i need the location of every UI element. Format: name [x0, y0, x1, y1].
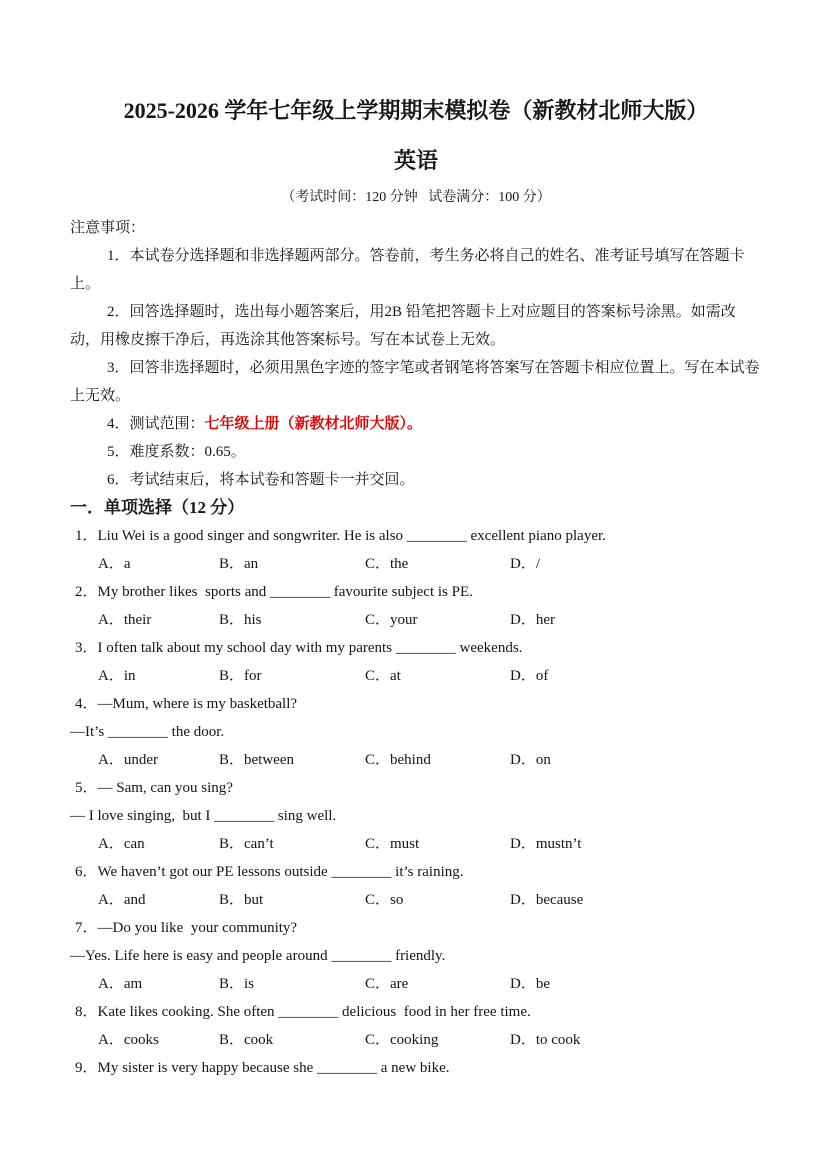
- question-4-options: [70, 746, 762, 774]
- note-item-5: 5．难度系数：0.65。: [107, 444, 246, 460]
- question-3: [70, 634, 762, 690]
- option-a: A．cooks: [98, 1032, 159, 1048]
- note-item-3: 3．回答非选择题时，必须用黑色字迹的签字笔或者钢笔将答案写在答题卡相应位置上。写在本试卷上无效。: [70, 360, 760, 404]
- question-7-stem: 7．—Do you like your community?: [75, 920, 298, 936]
- question-1: [70, 522, 762, 578]
- section-1-heading: 一．单项选择（12 分）: [70, 498, 245, 517]
- question-list: [70, 522, 762, 1082]
- option-a: A．can: [98, 836, 145, 852]
- question-9: [70, 1054, 762, 1082]
- question-2: [70, 578, 762, 634]
- question-7-stem-reply: —Yes. Life here is easy and people around ________ friendly.: [70, 948, 446, 964]
- question-8-options: [70, 1026, 762, 1054]
- question-4-stem: 4．—Mum, where is my basketball?: [75, 696, 298, 712]
- option-b: B．can’t: [219, 836, 274, 852]
- option-b: B．for: [219, 668, 262, 684]
- option-b: B．is: [219, 976, 255, 992]
- question-4: [70, 690, 762, 774]
- option-d: D．to cook: [510, 1032, 581, 1048]
- note-item-2: 2．回答选择题时，选出每小题答案后，用2B 铅笔把答题卡上对应题目的答案标号涂黑。如需改动，用橡皮擦干净后，再选涂其他答案标号。写在本试卷上无效。: [70, 304, 736, 348]
- question-5-stem-reply: — I love singing, but I ________ sing well.: [70, 808, 337, 824]
- question-1-stem: 1．Liu Wei is a good singer and songwriter. He is also ________ excellent piano player.: [75, 528, 606, 544]
- question-1-options: [70, 550, 762, 578]
- question-9-stem: 9．My sister is very happy because she ________ a new bike.: [75, 1060, 450, 1076]
- option-b: B．an: [219, 556, 259, 572]
- question-5-options: [70, 830, 762, 858]
- question-2-options: [70, 606, 762, 634]
- option-b: B．his: [219, 612, 262, 628]
- note-item-4-scope-highlight: 七年级上册（新教材北师大版）。: [204, 416, 423, 432]
- question-8: [70, 998, 762, 1054]
- option-a: A．under: [98, 752, 158, 768]
- option-b: B．cook: [219, 1032, 274, 1048]
- notes-heading: 注意事项：: [70, 220, 146, 236]
- question-6-stem: 6．We haven’t got our PE lessons outside ________ it’s raining.: [75, 864, 464, 880]
- question-5-stem: 5．— Sam, can you sing?: [75, 780, 233, 796]
- notice-section: [70, 214, 762, 494]
- note-item-4-prefix: 4．测试范围：: [107, 416, 205, 432]
- question-3-options: [70, 662, 762, 690]
- option-c: C．the: [365, 556, 409, 572]
- option-c: C．so: [365, 892, 404, 908]
- note-item-4: [70, 410, 762, 438]
- exam-subject: 英语: [393, 148, 438, 173]
- option-c: C．are: [365, 976, 409, 992]
- option-b: B．between: [219, 752, 294, 768]
- question-8-stem: 8．Kate likes cooking. She often ________ delicious food in her free time.: [75, 1004, 531, 1020]
- exam-info-line: （考试时间：120 分钟 试卷满分：100 分）: [281, 190, 551, 205]
- option-d: D．be: [510, 976, 550, 992]
- option-a: A．their: [98, 612, 152, 628]
- question-5: [70, 774, 762, 858]
- option-b: B．but: [219, 892, 264, 908]
- option-a: A．am: [98, 976, 143, 992]
- question-2-stem: 2．My brother likes sports and ________ favourite subject is PE.: [75, 584, 473, 600]
- note-item-6: 6．考试结束后，将本试卷和答题卡一并交回。: [107, 472, 415, 488]
- option-d: D．of: [510, 668, 549, 684]
- question-3-stem: 3．I often talk about my school day with my parents ________ weekends.: [75, 640, 523, 656]
- option-d: D．on: [510, 752, 551, 768]
- question-4-stem-reply: —It’s ________ the door.: [70, 724, 225, 740]
- option-d: D．her: [510, 612, 555, 628]
- question-6-options: [70, 886, 762, 914]
- option-d: D．/: [510, 556, 541, 572]
- option-a: A．and: [98, 892, 146, 908]
- option-c: C．at: [365, 668, 401, 684]
- exam-title: 2025-2026 学年七年级上学期期末模拟卷（新教材北师大版）: [123, 98, 709, 123]
- question-6: [70, 858, 762, 914]
- option-a: A．a: [98, 556, 131, 572]
- question-7-options: [70, 970, 762, 998]
- option-d: D．mustn’t: [510, 836, 582, 852]
- option-a: A．in: [98, 668, 136, 684]
- option-c: C．must: [365, 836, 420, 852]
- option-d: D．because: [510, 892, 584, 908]
- option-c: C．behind: [365, 752, 431, 768]
- note-item-1: 1．本试卷分选择题和非选择题两部分。答卷前，考生务必将自己的姓名、准考证号填写在答题卡上。: [70, 248, 745, 292]
- question-7: [70, 914, 762, 998]
- option-c: C．your: [365, 612, 418, 628]
- option-c: C．cooking: [365, 1032, 439, 1048]
